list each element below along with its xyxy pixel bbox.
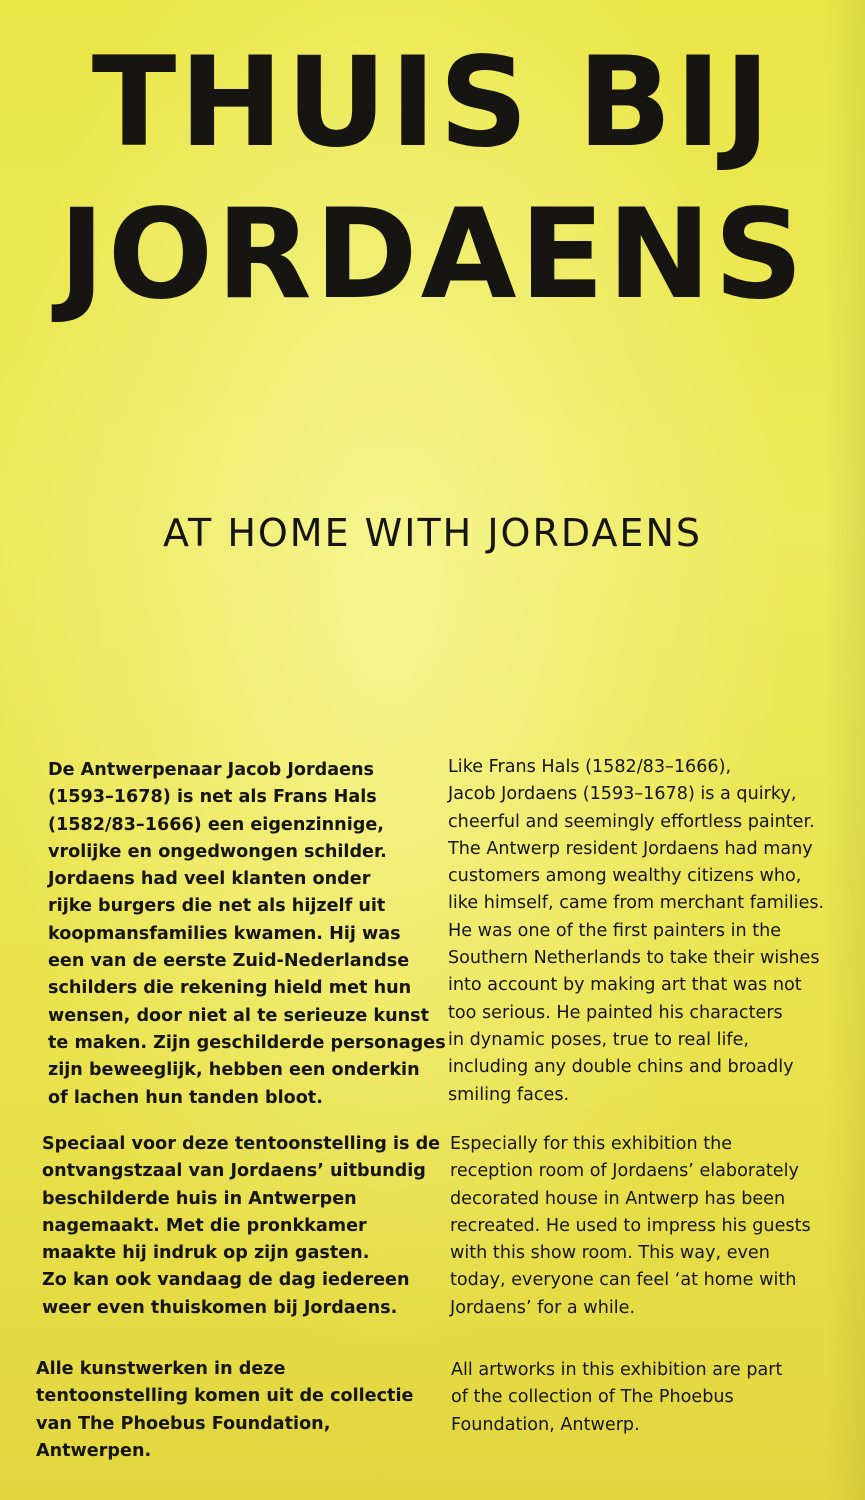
dutch-line: tentoonstelling komen uit de collectie <box>36 1386 414 1407</box>
dutch-paragraph-2 <box>42 1131 442 1322</box>
english-line: Like Frans Hals (1582/83–1666), <box>448 757 732 777</box>
dutch-line: rijke burgers die net als hijzelf uit <box>48 896 386 917</box>
english-line: today, everyone can feel ‘at home with <box>450 1270 797 1291</box>
english-paragraph-2 <box>450 1131 850 1322</box>
english-line: smiling faces. <box>448 1084 570 1105</box>
english-line: reception room of Jordaens’ elaborately <box>450 1161 799 1182</box>
dutch-line: maakte hij indruk op zijn gasten. <box>42 1243 370 1264</box>
english-line: Foundation, Antwerp. <box>451 1414 640 1435</box>
english-line: All artworks in this exhibition are part <box>451 1360 783 1380</box>
subtitle: AT HOME WITH JORDAENS <box>162 511 702 555</box>
dutch-line: zijn beweeglijk, hebben een onderkin <box>48 1060 420 1081</box>
dutch-line: koopmansfamilies kwamen. Hij was <box>48 923 401 944</box>
dutch-line: Alle kunstwerken in deze <box>36 1359 286 1379</box>
english-line: in dynamic poses, true to real life, <box>448 1029 749 1050</box>
english-line: Especially for this exhibition the <box>450 1134 733 1154</box>
english-line: including any double chins and broadly <box>448 1057 794 1078</box>
english-line: like himself, came from merchant families. <box>448 893 825 914</box>
dutch-line: weer even thuiskomen bij Jordaens. <box>42 1297 398 1318</box>
english-line: cheerful and seemingly effortless painter. <box>448 811 815 832</box>
dutch-line: een van de eerste Zuid-Nederlandse <box>48 951 410 972</box>
english-line: The Antwerp resident Jordaens had many <box>448 838 813 859</box>
dutch-line: De Antwerpenaar Jacob Jordaens <box>48 760 375 780</box>
dutch-line: van The Phoebus Foundation, <box>36 1413 331 1434</box>
english-line: customers among wealthy citizens who, <box>448 866 802 887</box>
dutch-line: schilders die rekening hield met hun <box>48 978 412 999</box>
english-line: into account by making art that was not <box>448 975 802 996</box>
dutch-paragraph-1 <box>48 757 448 1112</box>
english-line: Jacob Jordaens (1593–1678) is a quirky, <box>448 784 797 805</box>
dutch-line: wensen, door niet al te serieuze kunst <box>48 1005 430 1026</box>
dutch-line: (1582/83–1666) een eigenzinnige, <box>48 814 384 835</box>
title-line-2: JORDAENS <box>58 183 807 327</box>
english-line: too serious. He painted his characters <box>448 1002 783 1023</box>
dutch-line: vrolijke en ongedwongen schilder. <box>48 841 387 862</box>
dutch-line: Antwerpen. <box>36 1440 152 1461</box>
english-line: recreated. He used to impress his guests <box>450 1215 811 1236</box>
english-line: decorated house in Antwerp has been <box>450 1188 786 1209</box>
dutch-line: ontvangstzaal van Jordaens’ uitbundig <box>42 1161 426 1182</box>
english-line: with this show room. This way, even <box>450 1243 770 1264</box>
english-paragraph-3 <box>451 1357 851 1439</box>
dutch-line: te maken. Zijn geschilderde personages <box>48 1032 446 1053</box>
dutch-line: nagemaakt. Met die pronkkamer <box>42 1215 367 1236</box>
dutch-line: beschilderde huis in Antwerpen <box>42 1188 357 1209</box>
title-line-1: THUIS BIJ <box>91 31 774 175</box>
english-line: Southern Netherlands to take their wishes <box>448 948 820 969</box>
dutch-paragraph-3 <box>36 1356 436 1465</box>
english-line: Jordaens’ for a while. <box>450 1297 636 1318</box>
dutch-line: Jordaens had veel klanten onder <box>48 869 371 890</box>
dutch-line: (1593–1678) is net als Frans Hals <box>48 787 377 808</box>
english-line: He was one of the first painters in the <box>448 920 782 941</box>
dutch-line: Zo kan ook vandaag de dag iedereen <box>42 1270 410 1291</box>
dutch-line: of lachen hun tanden bloot. <box>48 1087 323 1108</box>
english-line: of the collection of The Phoebus <box>451 1387 734 1408</box>
dutch-line: Speciaal voor deze tentoonstelling is de <box>42 1134 441 1154</box>
english-paragraph-1 <box>448 754 848 1109</box>
